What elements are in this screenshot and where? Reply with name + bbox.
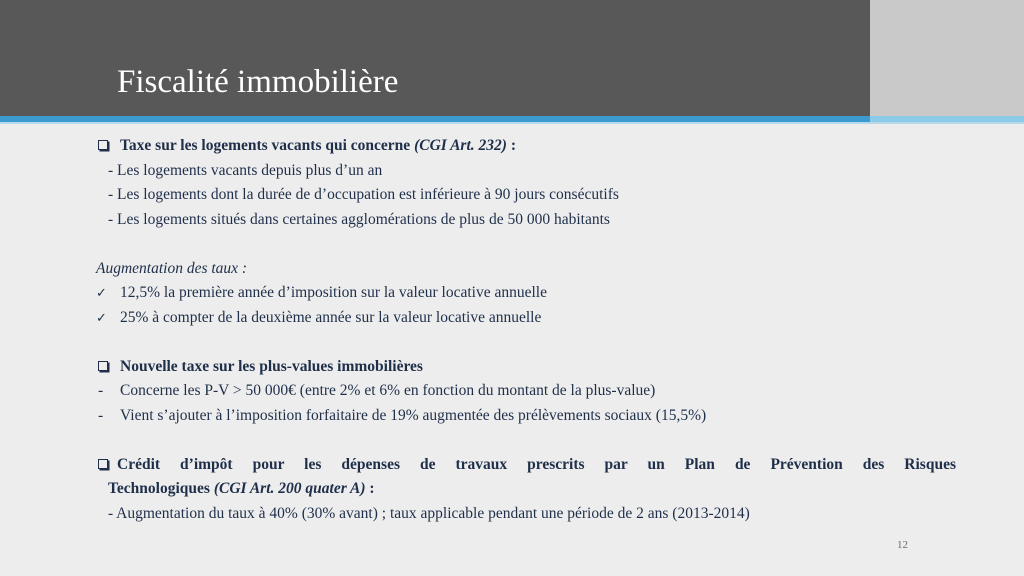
- checkmark-icon: ✓: [96, 309, 107, 325]
- list-item: - Les logements dont la durée de d’occupation est inférieure à 90 jours consécutifs: [108, 186, 619, 203]
- section1-heading-text: Taxe sur les logements vacants qui concerne: [120, 137, 411, 154]
- rate-item-text: 25% à compter de la deuxième année sur la valeur locative annuelle: [120, 308, 542, 326]
- list-item: - Les logements situés dans certaines agglomérations de plus de 50 000 habitants: [108, 210, 610, 228]
- section1-heading-ref: (CGI Art. 232): [414, 137, 507, 154]
- list-item: [96, 379, 956, 404]
- slide-title: Fiscalité immobilière: [117, 64, 399, 100]
- page-number: 12: [897, 539, 908, 551]
- square-bullet-icon: [96, 453, 117, 478]
- section3-heading-ref: (CGI Art. 200 quater A): [213, 480, 366, 497]
- list-item-text: Concerne les P-V > 50 000€ (entre 2% et 6% en fonction du montant de la plus-value): [120, 382, 656, 399]
- list-item: - Les logements vacants depuis plus d’un an: [108, 161, 383, 179]
- section3-heading: [96, 453, 956, 502]
- square-bullet-icon: [96, 134, 120, 159]
- list-item: - Augmentation du taux à 40% (30% avant) ; taux applicable pendant une période de 2 ans (2013-2014): [108, 504, 750, 522]
- section1-heading-colon: :: [510, 137, 516, 154]
- accent-line: [0, 122, 1024, 124]
- checkmark-icon: ✓: [96, 285, 107, 300]
- dash-bullet: -: [98, 406, 104, 424]
- slide-body: [96, 134, 956, 526]
- list-item: [96, 404, 956, 429]
- rate-item: [96, 281, 956, 306]
- section3-heading-line2: Technologiques: [108, 480, 210, 497]
- section3-heading-line1: Crédit d’impôt pour les dépenses de travaux prescrits par un Plan de Prévention des Risques: [117, 455, 956, 473]
- section3-heading-colon: :: [369, 480, 375, 497]
- list-item-text: Vient s’ajouter à l’imposition forfaitaire de 19% augmentée des prélèvements sociaux (15,5%): [120, 406, 707, 424]
- section1-heading: [96, 134, 956, 159]
- rate-item: [96, 306, 956, 331]
- title-band-right: [870, 0, 1024, 116]
- dash-bullet: -: [98, 382, 104, 399]
- square-bullet-icon: [96, 355, 120, 380]
- rates-label: Augmentation des taux :: [96, 259, 248, 277]
- rate-item-text: 12,5% la première année d’imposition sur la valeur locative annuelle: [120, 284, 547, 301]
- section2-heading: [96, 355, 956, 380]
- section2-heading-text: Nouvelle taxe sur les plus-values immobilières: [120, 357, 423, 375]
